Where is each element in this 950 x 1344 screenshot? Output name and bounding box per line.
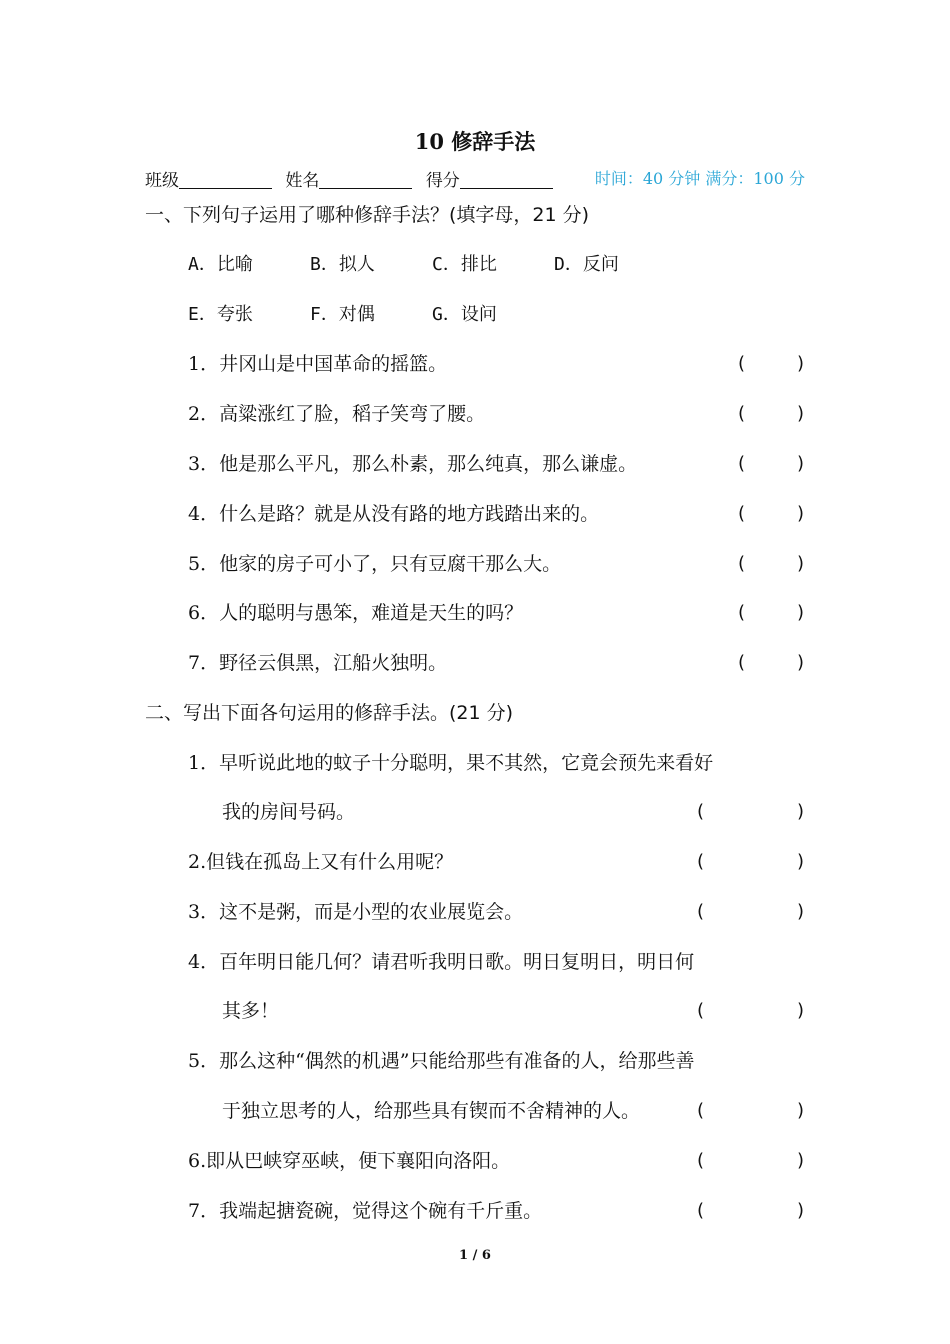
s1-question-4: 4．什么是路？就是从没有路的地方践踏出来的。 ( ) [188, 503, 804, 525]
score-label: 得分 [425, 171, 460, 191]
section2-heading: 二、写出下面各句运用的修辞手法。(21 分) [145, 702, 514, 724]
question-text: 5．他家的房子可小了，只有豆腐干那么大。 [188, 553, 562, 575]
s2-question-5-line-1: 5．那么这种“偶然的机遇”只能给那些有准备的人，给那些善 [188, 1050, 695, 1072]
question-text: 3．这不是粥，而是小型的农业展览会。 [188, 901, 524, 923]
info-bar [145, 166, 805, 191]
s2-question-1-line-1: 1．早听说此地的蚊子十分聪明，果不其然，它竟会预先来看好 [188, 752, 714, 774]
options-row-1 [0, 250, 950, 280]
question-text: 2.但钱在孤岛上又有什么用呢？ [188, 851, 454, 873]
option-e: E．夸张 [188, 304, 253, 325]
page-title: 10 修辞手法 [414, 129, 536, 154]
option-f: F．对偶 [310, 304, 375, 325]
question-text: 其多！ [222, 1000, 280, 1022]
s1-question-5: 5．他家的房子可小了，只有豆腐干那么大。 ( ) [188, 553, 804, 575]
question-text: 2．高粱涨红了脸，稻子笑弯了腰。 [188, 403, 486, 425]
option-a: A．比喻 [188, 254, 253, 275]
class-label: 班级 [145, 171, 179, 191]
name-label: 姓名 [285, 171, 320, 191]
s2-question-4-line-2: 其多！ ( ) [222, 1000, 804, 1022]
s2-question-6: 6.即从巴峡穿巫峡，便下襄阳向洛阳。 ( ) [188, 1150, 804, 1172]
s2-question-4-line-1: 4．百年明日能几何？请君听我明日歌。明日复明日，明日何 [188, 951, 695, 973]
options-row-2 [0, 300, 950, 330]
s2-question-5-line-2: 于独立思考的人，给那些具有锲而不舍精神的人。 ( ) [222, 1100, 804, 1122]
time-note: 时间：40 分钟 满分：100 分 [594, 169, 805, 188]
question-text: 6．人的聪明与愚笨，难道是天生的吗？ [188, 602, 524, 624]
section1-heading: 一、下列句子运用了哪种修辞手法？(填字母，21 分) [145, 204, 590, 226]
question-text: 于独立思考的人，给那些具有锲而不舍精神的人。 [222, 1100, 641, 1122]
s2-question-7: 7．我端起搪瓷碗，觉得这个碗有千斤重。 ( ) [188, 1200, 804, 1222]
page-number: 1 / 6 [459, 1248, 491, 1263]
question-text: 7．野径云俱黑，江船火独明。 [188, 652, 448, 674]
s2-question-1-line-2: 我的房间号码。 ( ) [222, 801, 804, 823]
question-text: 我的房间号码。 [222, 801, 356, 823]
s1-question-7: 7．野径云俱黑，江船火独明。 ( ) [188, 652, 804, 674]
s1-question-1: 1．井冈山是中国革命的摇篮。 ( ) [188, 353, 804, 375]
s1-question-2: 2．高粱涨红了脸，稻子笑弯了腰。 ( ) [188, 403, 804, 425]
question-text: 7．我端起搪瓷碗，觉得这个碗有千斤重。 [188, 1200, 543, 1222]
s1-question-6: 6．人的聪明与愚笨，难道是天生的吗？ ( ) [188, 602, 804, 624]
s2-question-3: 3．这不是粥，而是小型的农业展览会。 ( ) [188, 901, 804, 923]
question-text: 6.即从巴峡穿巫峡，便下襄阳向洛阳。 [188, 1150, 511, 1172]
question-text: 1．井冈山是中国革命的摇篮。 [188, 353, 448, 375]
question-text: 3．他是那么平凡，那么朴素，那么纯真，那么谦虚。 [188, 453, 638, 475]
s2-question-2: 2.但钱在孤岛上又有什么用呢？ ( ) [188, 851, 804, 873]
option-d: D．反问 [554, 254, 619, 275]
score-blank[interactable] [460, 170, 553, 189]
class-blank[interactable] [179, 170, 272, 189]
name-blank[interactable] [319, 170, 412, 189]
question-text: 4．什么是路？就是从没有路的地方践踏出来的。 [188, 503, 600, 525]
option-c: C．排比 [432, 254, 497, 275]
option-b: B．拟人 [310, 254, 375, 275]
option-g: G．设问 [432, 304, 497, 325]
s1-question-3: 3．他是那么平凡，那么朴素，那么纯真，那么谦虚。 ( ) [188, 453, 804, 475]
